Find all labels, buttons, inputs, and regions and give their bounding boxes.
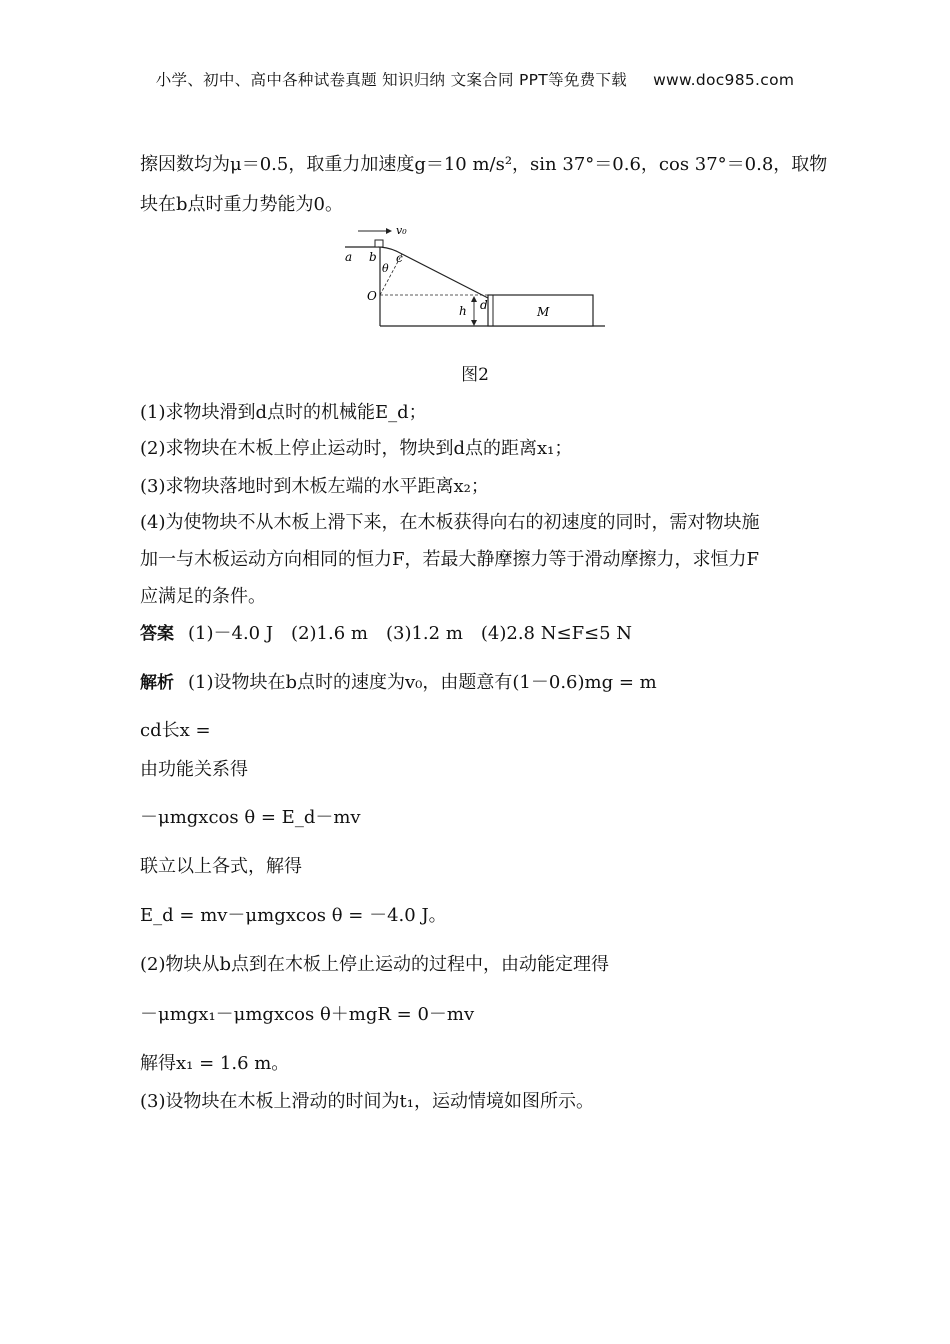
- figure-caption: 图2: [461, 365, 489, 385]
- label-M: M: [537, 305, 550, 319]
- h-arrowhead-up: [471, 296, 477, 302]
- solution-line-6: E_d = mv－μmgxcos θ = －4.0 J。: [140, 905, 447, 926]
- page-header: [0, 68, 950, 90]
- v0-arrowhead: [386, 228, 392, 234]
- answer-text: (1)－4.0 J (2)1.6 m (3)1.2 m (4)2.8 N≤F≤5 N: [188, 623, 633, 644]
- incline-path: [378, 247, 488, 298]
- solution-line-1: [140, 668, 657, 694]
- block-square: [375, 240, 383, 247]
- label-O: O: [367, 289, 377, 303]
- problem-line-1: 擦因数均为μ＝0.5，取重力加速度g＝10 m/s²，sin 37°＝0.6，cos 37°＝0.8，取物: [140, 154, 828, 175]
- label-b: b: [369, 250, 377, 264]
- question-2: (2)求物块在木板上停止运动时，物块到d点的距离x₁；: [140, 438, 573, 459]
- solution-line-9: 解得x₁ = 1.6 m。: [140, 1053, 290, 1074]
- header-text: 小学、初中、高中各种试卷真题 知识归纳 文案合同 PPT等免费下载: [155, 71, 628, 89]
- solution-line-3: 由功能关系得: [140, 759, 248, 780]
- label-v0: v₀: [396, 224, 407, 237]
- question-4-line-3: 应满足的条件。: [140, 586, 266, 607]
- problem-line-2: 块在b点时重力势能为0。: [140, 194, 343, 215]
- question-1: (1)求物块滑到d点时的机械能E_d；: [140, 402, 427, 423]
- answer-label: 答案: [140, 624, 174, 644]
- solution-text-1: (1)设物块在b点时的速度为v₀，由题意有(1－0.6)mg = m: [188, 672, 657, 693]
- header-site: www.doc985.com: [653, 71, 795, 89]
- label-h: h: [459, 304, 467, 318]
- solution-line-7: (2)物块从b点到在木板上停止运动的过程中，由动能定理得: [140, 954, 610, 975]
- question-4-line-2: 加一与木板运动方向相同的恒力F，若最大静摩擦力等于滑动摩擦力，求恒力F: [140, 549, 759, 570]
- label-c: c: [396, 251, 403, 265]
- solution-line-8: －μmgx₁－μmgxcos θ＋mgR = 0－mv: [140, 1004, 475, 1025]
- h-arrowhead-down: [471, 320, 477, 326]
- solution-line-2: cd长x =: [140, 720, 211, 741]
- solution-line-4: －μmgxcos θ = E_d－mv: [140, 807, 361, 828]
- figure-2-diagram: [330, 222, 620, 337]
- label-a: a: [345, 250, 353, 264]
- label-d: d: [480, 298, 488, 312]
- question-3: (3)求物块落地时到木板左端的水平距离x₂；: [140, 476, 489, 497]
- label-theta: θ: [382, 262, 389, 275]
- solution-line-10: (3)设物块在木板上滑动的时间为t₁，运动情境如图所示。: [140, 1091, 594, 1112]
- solution-line-5: 联立以上各式，解得: [140, 856, 302, 877]
- answer-line: [140, 619, 632, 645]
- solution-label: 解析: [140, 673, 174, 693]
- question-4-line-1: (4)为使物块不从木板上滑下来，在木板获得向右的初速度的同时，需对物块施: [140, 512, 760, 533]
